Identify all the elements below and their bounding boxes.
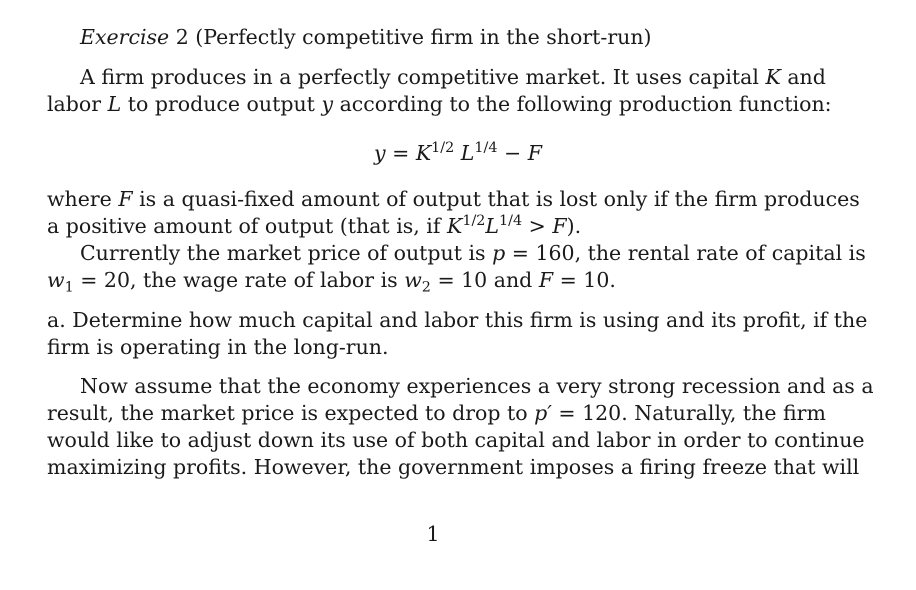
symbol-new-price: p′	[534, 401, 552, 425]
text-segment: = 20, the wage rate of labor is	[80, 268, 398, 292]
paragraph-4-line-2	[47, 400, 826, 426]
eq-labor: L	[460, 141, 475, 165]
capital-exponent: 1/2	[462, 213, 486, 230]
symbol-labor: L	[485, 214, 500, 238]
text-segment: labor	[47, 92, 102, 116]
eq-labor-exponent: 1/4	[474, 140, 498, 157]
text-segment: and	[787, 65, 826, 89]
exercise-number: 2	[175, 25, 189, 49]
paragraph-1-line-1	[80, 64, 826, 90]
exercise-label: Exercise	[80, 25, 170, 49]
symbol-capital: K	[765, 65, 781, 89]
symbol-wage-rate: w	[404, 268, 422, 292]
symbol-rental-rate: w	[47, 268, 65, 292]
text-segment: is a quasi-fixed amount of output that is lost only if the firm produces	[139, 187, 860, 211]
labor-exponent: 1/4	[499, 213, 523, 230]
eq-minus: −	[504, 141, 522, 165]
paragraph-3-line-1	[80, 240, 866, 266]
subscript-2: 2	[421, 279, 431, 296]
text-segment: = 10.	[559, 268, 616, 292]
greater-than: >	[528, 214, 546, 238]
paragraph-4-line-1: Now assume that the economy experiences a very strong recession and as a	[80, 374, 874, 398]
exercise-heading	[80, 24, 652, 50]
eq-equals: =	[392, 141, 410, 165]
eq-lhs: y	[374, 141, 386, 165]
text-segment: = 10 and	[437, 268, 533, 292]
eq-capital: K	[415, 141, 432, 165]
symbol-fixed: F	[552, 214, 567, 238]
subscript-1: 1	[64, 279, 74, 296]
question-a-line-2: firm is operating in the long-run.	[47, 335, 389, 359]
paragraph-2-line-1	[47, 186, 860, 212]
text-segment: Currently the market price of output is	[80, 241, 486, 265]
eq-fixed: F	[527, 141, 542, 165]
text-segment: A firm produces in a perfectly competitive market. It uses capital	[80, 65, 759, 89]
text-segment: = 160, the rental rate of capital is	[511, 241, 866, 265]
symbol-fixed: F	[118, 187, 133, 211]
production-function-equation	[0, 140, 916, 166]
page-number: 1	[426, 522, 440, 546]
symbol-price: p	[492, 241, 506, 265]
symbol-capital: K	[446, 214, 463, 238]
eq-capital-exponent: 1/2	[431, 140, 455, 157]
paragraph-2-line-2	[47, 213, 581, 239]
text-segment: ).	[566, 214, 582, 238]
paragraph-1-line-2	[47, 91, 832, 117]
question-a-line-1: a. Determine how much capital and labor this firm is using and its profit, if the	[47, 308, 868, 332]
paragraph-4-line-3: would like to adjust down its use of both capital and labor in order to continue	[47, 428, 865, 452]
text-segment: where	[47, 187, 112, 211]
text-segment: a positive amount of output (that is, if	[47, 214, 441, 238]
paragraph-4-line-4: maximizing profits. However, the government imposes a firing freeze that will	[47, 455, 860, 479]
text-segment: to produce output	[127, 92, 315, 116]
symbol-output: y	[321, 92, 334, 116]
symbol-labor: L	[107, 92, 122, 116]
text-segment: according to the following production function:	[339, 92, 832, 116]
symbol-fixed: F	[538, 268, 554, 292]
exercise-title: (Perfectly competitive firm in the short-run)	[195, 25, 652, 49]
text-segment: result, the market price is expected to drop to	[47, 401, 528, 425]
paragraph-3-line-2	[47, 267, 616, 296]
text-segment: = 120. Naturally, the firm	[558, 401, 826, 425]
